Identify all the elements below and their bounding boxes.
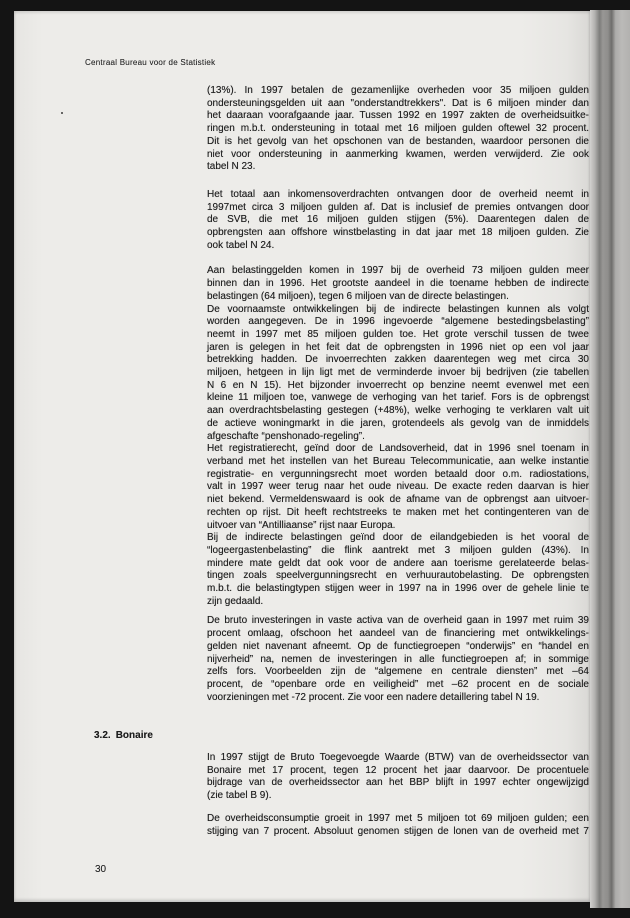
page-number: 30 — [95, 864, 107, 875]
text-line: zelfs fors. Voorbeelden zijn de “algemene en centrale diensten” met –64 — [207, 666, 589, 678]
paragraph — [207, 304, 589, 444]
text-line: gelden niet navenant afneemt. Op de functiegroepen “onderwijs” en “handel en — [207, 640, 589, 652]
text-line: Dit is het gevolg van het opschonen van de bestanden, waardoor personen die — [207, 135, 589, 147]
text-line: stijging van 7 procent. Absoluut genomen stijgen de lonen van de overheid met 7 — [207, 825, 589, 837]
text-line: (13%). In 1997 betalen de gezamenlijke overheden voor 35 miljoen gulden — [207, 85, 589, 96]
text-line: belastingen (64 miljoen), tegen 6 miljoen van de directe belastingen. — [207, 290, 509, 302]
text-line: N 6 en N 15). Het bijzonder invoerrecht op benzine neemt evenwel met een — [207, 379, 589, 391]
text-line: nijverheid” na, nemen de investeringen in alle functiegroepen af; in sommige — [207, 653, 589, 665]
paragraph — [207, 189, 589, 253]
text-line: Het totaal aan inkomensoverdrachten ontvangen door de overheid neemt in — [207, 188, 589, 200]
text-line: de actieve woningmarkt in die jaren, grotendeels als gevolg van de inmiddels — [207, 417, 589, 429]
text-line: Bij de indirecte belastingen geïnd door de eilandgebieden is het vooral de — [207, 532, 589, 544]
text-line: worden aangegeven. De in 1996 ingevoerde “algemene bestedingsbelasting” — [207, 316, 589, 328]
text-line: procent omlaag, ofschoon het aandeel van de financiering met ontwikkelings- — [207, 628, 589, 640]
text-line: afgeschafte “penshonado-regeling”. — [207, 430, 365, 442]
text-line: verband met het instellen van het Bureau Telecommunicatie, aan welke instantie — [207, 455, 589, 467]
text-line: 1997met circa 3 miljoen gulden af. Dat is inclusief de premies ontvangen door — [207, 201, 589, 213]
text-line: voorzieningen met -72 procent. Zie voor een nadere detaillering tabel N 19. — [207, 691, 540, 703]
text-line: (zie tabel B 9). — [207, 790, 272, 802]
text-line: tabel N 23. — [207, 161, 256, 173]
text-line: In 1997 stijgt de Bruto Toegevoegde Waarde (BTW) van de overheidssector van — [207, 752, 589, 763]
scan-speck — [61, 112, 63, 114]
text-line: mindere mate geldt dat ook voor de andere aan toerisme gerelateerde belas- — [207, 557, 589, 569]
text-line: registratie- en vergunningsrecht moet worden betaald door o.m. radiostations, — [207, 468, 589, 480]
paragraph — [207, 85, 589, 174]
text-line: uitvoer van “Antilliaanse” rijst naar Europa. — [207, 519, 396, 531]
text-line: De voornaamste ontwikkelingen bij de indirecte belastingen kunnen als volgt — [207, 303, 589, 315]
text-line: betrekking hadden. De invoerrechten zakken daarentegen weg met circa 30 — [207, 354, 589, 366]
body-column-top — [207, 85, 589, 704]
text-line: procent, de “openbare orde en veiligheid” met –62 procent en de sociale — [207, 678, 589, 690]
text-line: Het registratierecht, geïnd door de Landsoverheid, dat in 1996 snel toenam in — [207, 443, 589, 455]
section-title: Bonaire — [115, 730, 153, 741]
text-line: tingen zoals speelvergunningsrecht en verhuurautobelasting. De opbrengsten — [207, 570, 589, 582]
text-line: de SVB, die met 16 miljoen gulden stijgen (5%). Daarentegen dalen de — [207, 214, 589, 226]
text-line: opbrengsten aan offshore winstbelasting in dat jaar met 18 miljoen gulden. Zie — [207, 227, 589, 239]
text-line: aan overdrachtsbelasting gestegen (+48%), welke verhoging te verklaren valt uit — [207, 405, 589, 417]
book-gutter-shadow — [590, 10, 630, 908]
text-line: valt in 1997 weer terug naar het oude niveau. De exacte reden daarvan is hier — [207, 481, 589, 493]
paragraph — [207, 532, 589, 608]
text-line: miljoen, hetgeen in lijn ligt met de verminderde invoer bij bedrijven (zie tabellen — [207, 367, 589, 379]
text-line: m.b.t. die belastingtypen stijgen weer in 1997 na in 1996 over de gehele linie te — [207, 583, 589, 595]
text-line: Bonaire met 17 procent, tegen 12 procent het jaar daarvoor. De procentuele — [207, 764, 589, 776]
text-line: binnen dan in 1996. Het grootste aandeel in die toename hebben de indirecte — [207, 278, 589, 290]
body-column-bottom — [207, 752, 589, 838]
text-line: De overheidsconsumptie groeit in 1997 met 5 miljoen tot 69 miljoen gulden; een — [207, 812, 589, 824]
text-line: De bruto investeringen in vaste activa van de overheid gaan in 1997 met ruim 39 — [207, 615, 589, 627]
paragraph — [207, 615, 589, 704]
text-line: ringen m.b.t. ondersteuning in totaal met 16 miljoen gulden oftewel 32 procent. — [207, 123, 589, 135]
paragraph — [207, 752, 589, 803]
section-number: 3.2. — [94, 730, 111, 741]
section-heading — [94, 730, 153, 741]
text-line: het daaraan voorafgaande jaar. Tussen 1992 en 1997 zakten de overheidsuitke- — [207, 110, 589, 122]
text-line: ondersteuningsgelden uit aan "onderstandtrekkers". Dat is 6 miljoen minder dan — [207, 97, 589, 109]
text-line: kleine 11 miljoen toe, vanwege de verhoging van het tarief. Fors is de opbrengst — [207, 392, 589, 404]
text-line: ook tabel N 24. — [207, 239, 275, 251]
paragraph — [207, 443, 589, 532]
text-line: “logeergastenbelasting” die flink aantrekt met 3 miljoen gulden (43%). In — [207, 544, 589, 556]
running-header: Centraal Bureau voor de Statistiek — [85, 58, 216, 67]
text-line: niet bekend. Vermeldenswaard is ook de afname van de opbrengst aan uitvoer- — [207, 494, 589, 506]
paragraph — [207, 813, 589, 838]
text-line: niet voor ondersteuning in aanmerking kwamen, werden verwijderd. Zie ook — [207, 148, 589, 160]
text-line: rechten op rijst. Dit heeft rechtstreeks te maken met het contingenteren van de — [207, 506, 589, 518]
text-line: bijdrage van de overheidssector aan het BBP blijft in 1997 echter ongewijzigd — [207, 777, 589, 789]
paragraph — [207, 265, 589, 303]
text-line: zijn gedaald. — [207, 595, 264, 607]
document-page — [14, 11, 590, 902]
text-line: Aan belastinggelden komen in 1997 bij de overheid 73 miljoen gulden meer — [207, 265, 589, 277]
text-line: neemt in 1997 met 85 miljoen gulden toe. Het grote verschil tussen de twee — [207, 328, 589, 340]
text-line: jaren is gelegen in het feit dat de opbrengsten in 1996 niet op een vol jaar — [207, 341, 589, 353]
